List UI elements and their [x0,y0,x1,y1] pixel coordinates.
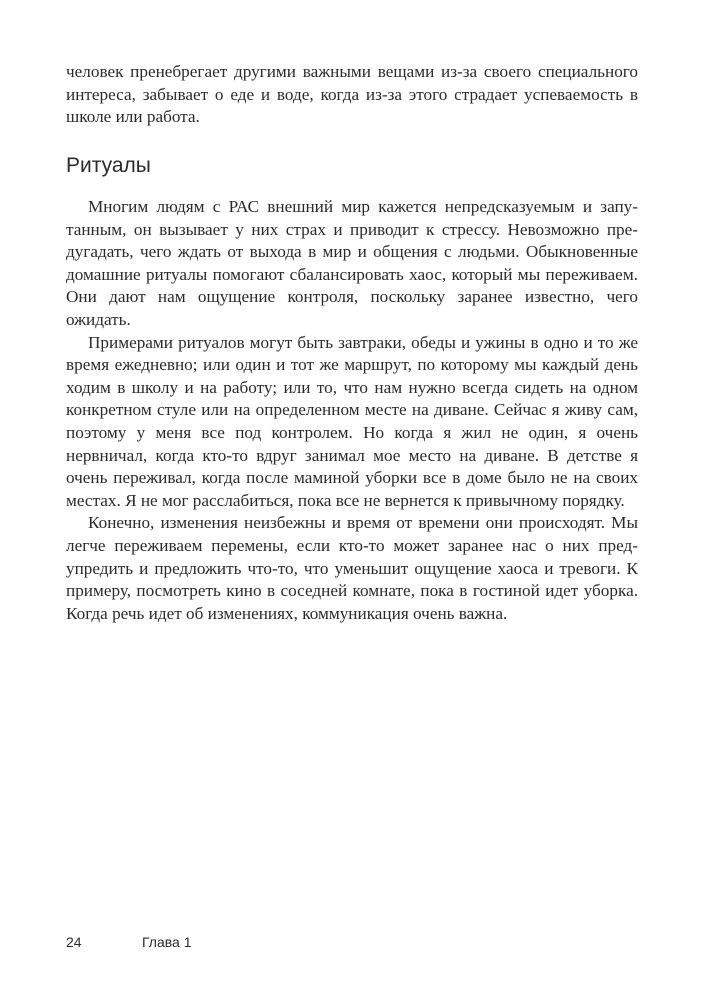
paragraph-1: Многим людям с РАС внешний мир кажется непредсказуемым и запутанным, он вызывает у них страх и приводит к стрессу. Невозможно предугадать, чего ждать от выхода в мир и общения с людьми. Обыкновенные домашние ритуалы помогают сбалансировать хаос, который мы переживаем. Они дают нам ощущение контроля, поскольку заранее известно, чего ожидать. [66,197,638,329]
paragraph-2: Примерами ритуалов могут быть завтраки, обеды и ужины в одно и то же время ежедневно; или один и тот же маршрут, по которому мы каждый день ходим в школу и на работу; или то, что нам нужно всегда сидеть на одном конкретном стуле или на определенном месте на диване. Сейчас я живу сам, поэтому у меня все под контролем. Но когда я жил не один, я очень нервничал, когда кто-то вдруг занимал мое место на диване. В детстве я очень переживал, когда после маминой уборки все в доме было не на своих местах. Я не мог расслабиться, пока все не вернется к привычному порядку. [66,332,638,510]
section-heading: Ритуалы [66,154,151,177]
continuation-paragraph: человек пренебрегает другими важными вещами из-за своего специального интереса, забывает о еде и воде, когда из-за этого страдает успеваемость в школе или работа. [66,62,638,127]
page-number: 24 [66,934,82,950]
section-body [66,196,638,625]
paragraph-3: Конечно, изменения неизбежны и время от времени они происходят. Мы легче переживаем перемены, если кто-то может заранее нас о них предупредить и предложить что-то, что уменьшит ощущение хаоса и тревоги. К примеру, посмотреть кино в соседней комнате, пока в гостиной идет уборка. Когда речь идет об изменениях, коммуникация очень важна. [66,513,638,623]
continuation-text [66,61,638,129]
running-head: Глава 1 [142,934,192,950]
